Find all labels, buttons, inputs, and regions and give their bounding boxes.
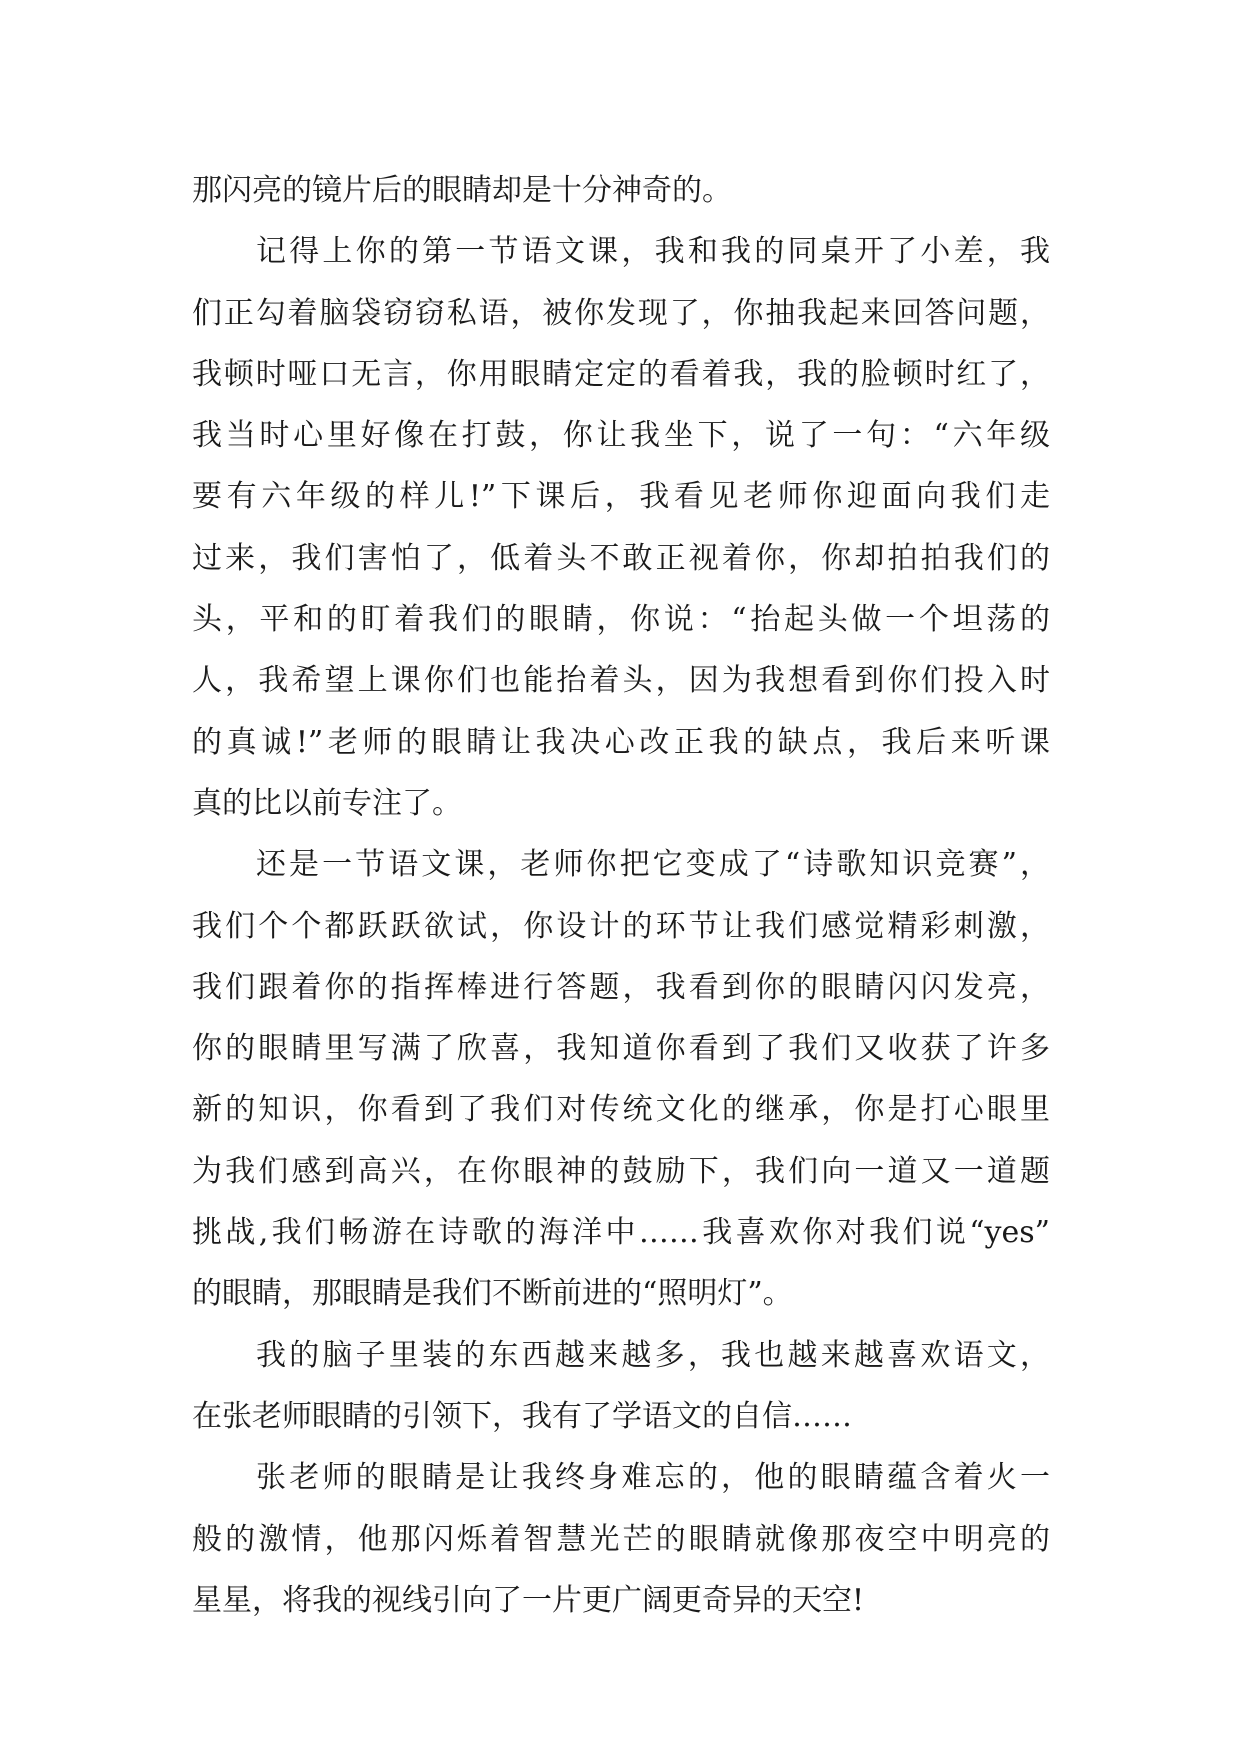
text-line: 们正勾着脑袋窃窃私语，被你发现了，你抽我起来回答问题，: [192, 295, 1050, 331]
text-line: 你的眼睛里写满了欣喜，我知道你看到了我们又收获了许多: [192, 1031, 1050, 1067]
text-line: 记得上你的第一节语文课，我和我的同桌开了小差，我: [256, 234, 1050, 270]
text-line: 在张老师眼睛的引领下，我有了学语文的自信……: [192, 1398, 852, 1434]
text-line: 我们跟着你的指挥棒进行答题，我看到你的眼睛闪闪发亮，: [192, 969, 1050, 1005]
text-line: 真的比以前专注了。: [192, 785, 462, 821]
text-line: 的真诚!”老师的眼睛让我决心改正我的缺点，我后来听课: [192, 724, 1050, 760]
text-line: 挑战,我们畅游在诗歌的海洋中……我喜欢你对我们说“yes”: [192, 1215, 1050, 1251]
text-line: 过来，我们害怕了，低着头不敢正视着你，你却拍拍我们的: [192, 540, 1050, 576]
text-line: 那闪亮的镜片后的眼睛却是十分神奇的。: [192, 173, 732, 208]
text-line: 我当时心里好像在打鼓，你让我坐下，说了一句：“六年级: [192, 418, 1050, 454]
text-line: 为我们感到高兴，在你眼神的鼓励下，我们向一道又一道题: [192, 1153, 1050, 1189]
text-line: 般的激情，他那闪烁着智慧光芒的眼睛就像那夜空中明亮的: [192, 1521, 1050, 1557]
text-line: 人，我希望上课你们也能抬着头，因为我想看到你们投入时: [192, 663, 1050, 699]
text-line: 我顿时哑口无言，你用眼睛定定的看着我，我的脸顿时红了，: [192, 356, 1050, 392]
text-line: 我的脑子里装的东西越来越多，我也越来越喜欢语文，: [256, 1337, 1050, 1373]
text-line: 新的知识，你看到了我们对传统文化的继承，你是打心眼里: [192, 1092, 1050, 1128]
text-line: 要有六年级的样儿!”下课后，我看见老师你迎面向我们走: [192, 479, 1050, 515]
text-line: 的眼睛，那眼睛是我们不断前进的“照明灯”。: [192, 1276, 793, 1312]
text-line: 我们个个都跃跃欲试，你设计的环节让我们感觉精彩刺激，: [192, 908, 1050, 944]
text-line: 张老师的眼睛是让我终身难忘的，他的眼睛蕴含着火一: [256, 1460, 1050, 1496]
text-line: 星星，将我的视线引向了一片更广阔更奇异的天空!: [192, 1582, 865, 1618]
essay-body: [192, 160, 1050, 1631]
text-line: 头，平和的盯着我们的眼睛，你说：“抬起头做一个坦荡的: [192, 602, 1050, 638]
text-line: 还是一节语文课，老师你把它变成了“诗歌知识竞赛”，: [256, 847, 1050, 883]
